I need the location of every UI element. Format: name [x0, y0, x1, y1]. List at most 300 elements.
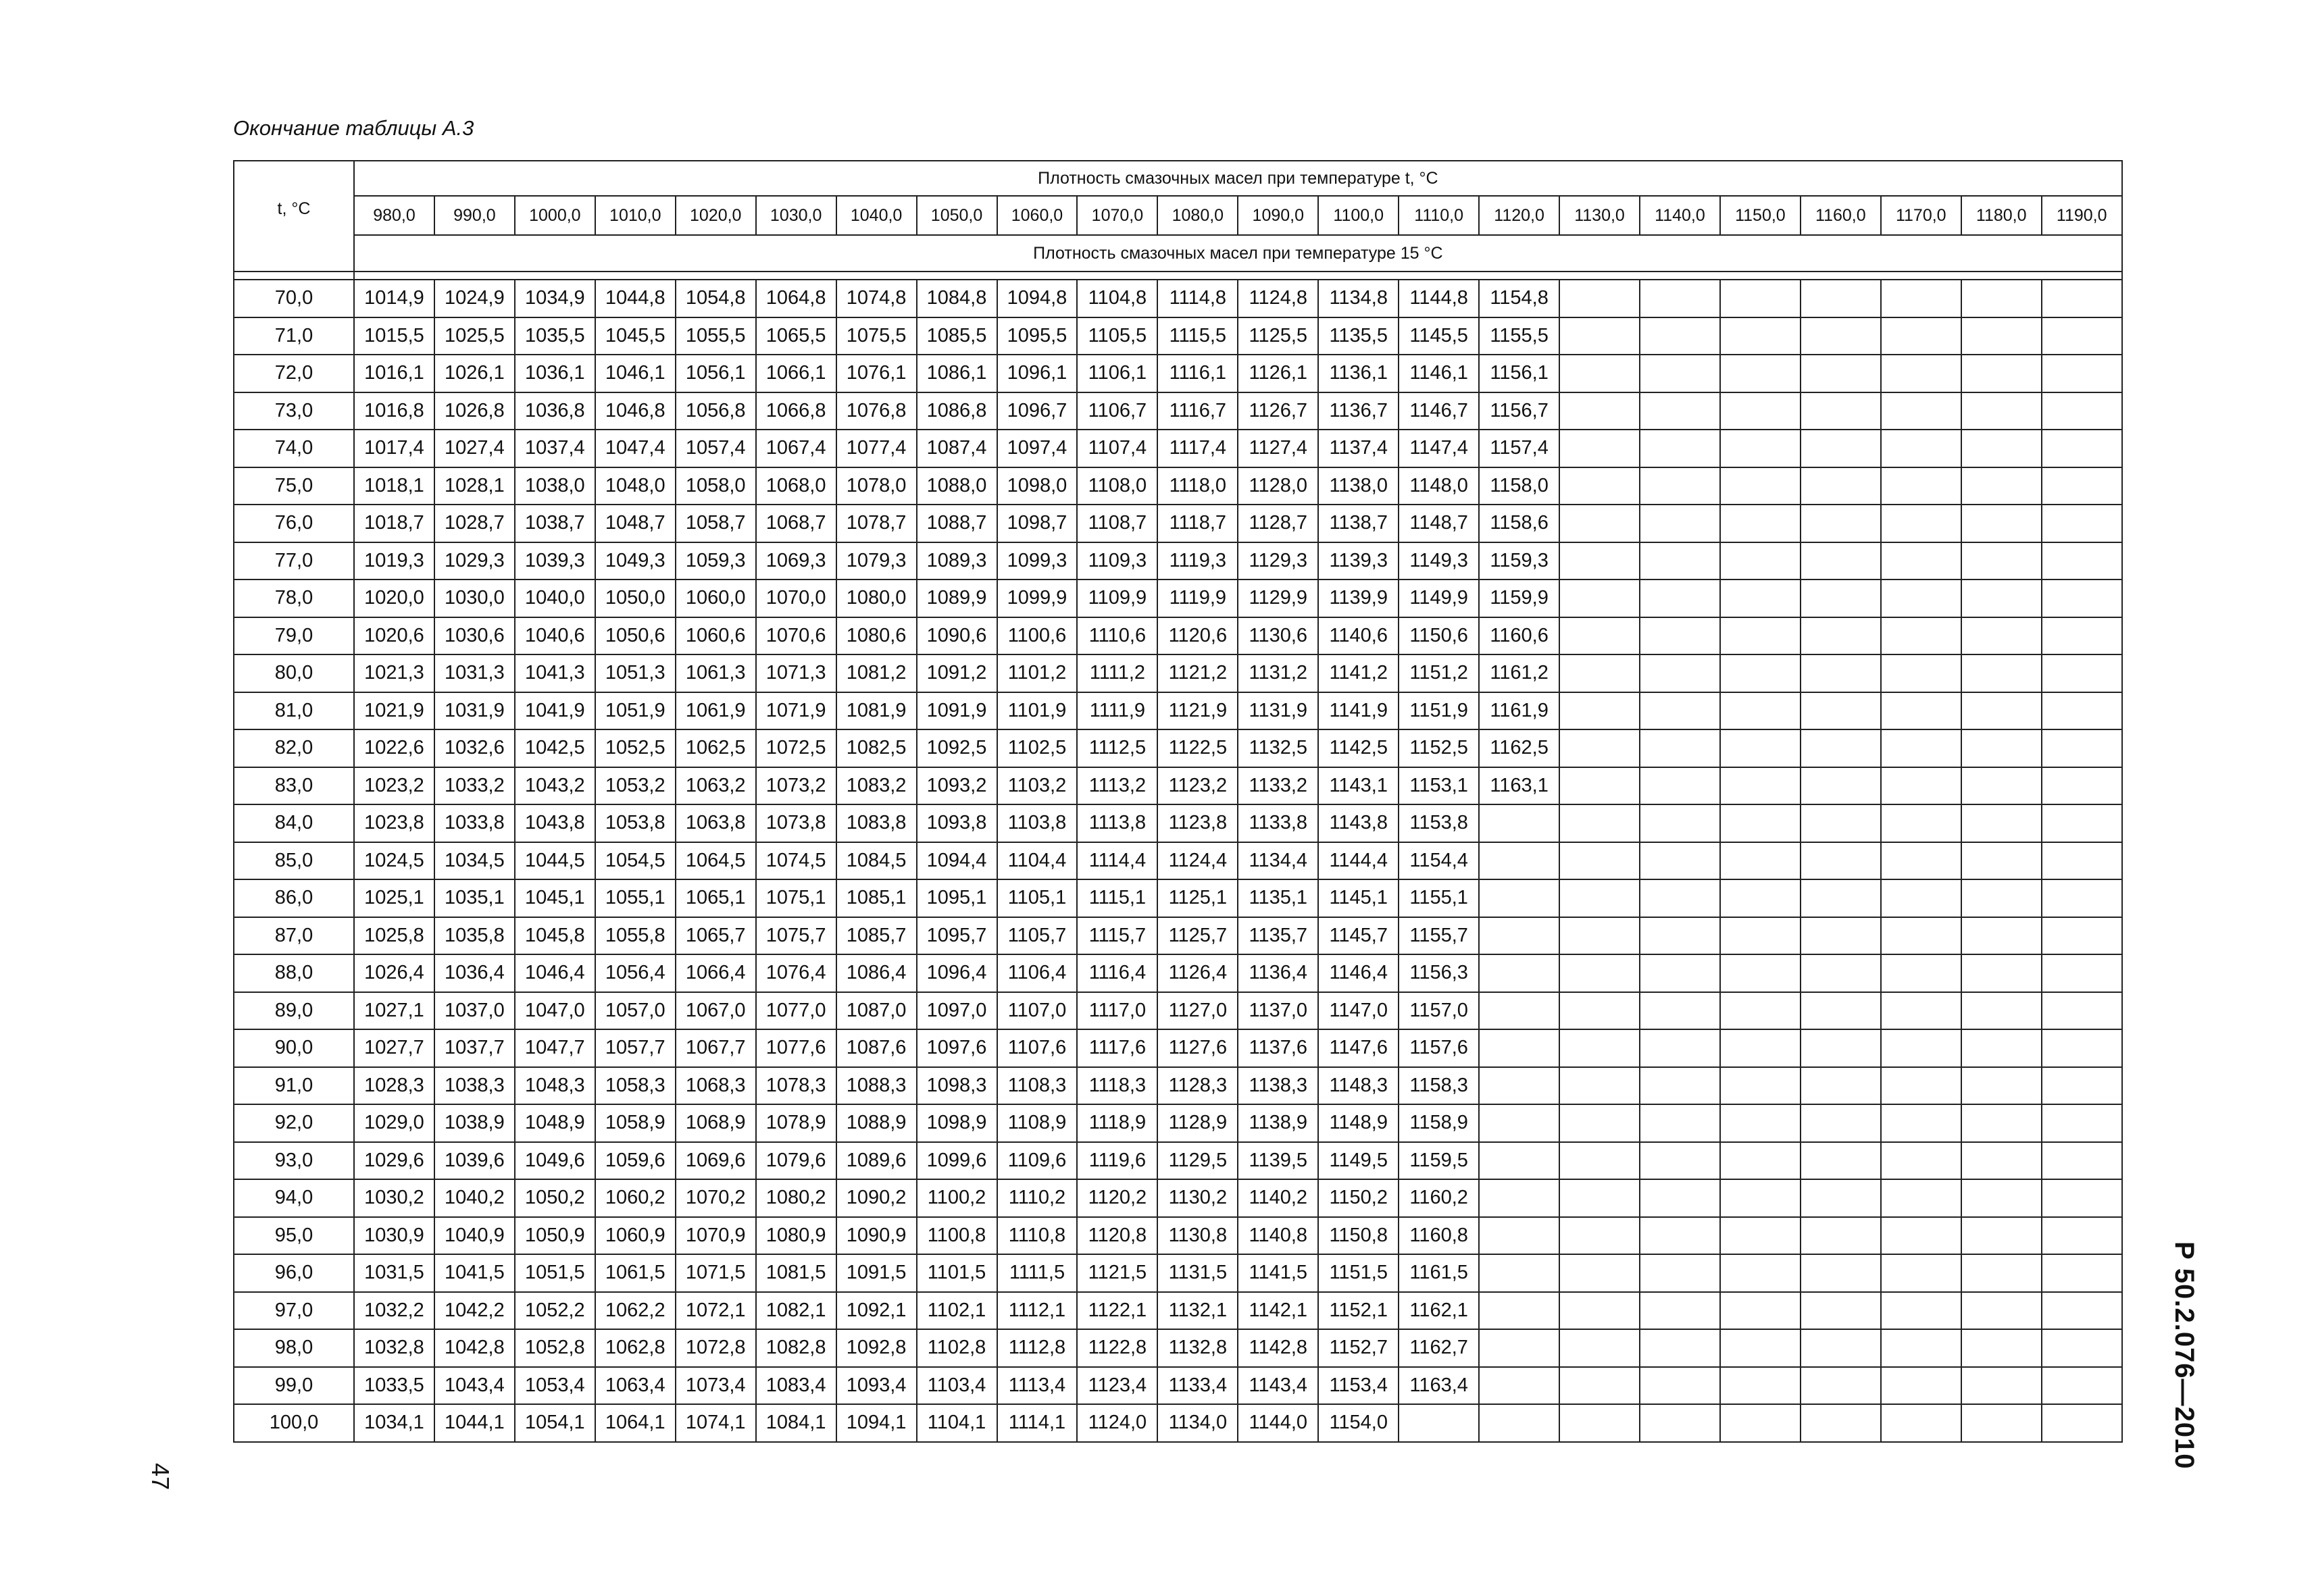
table-cell: 1064,8: [756, 280, 836, 317]
table-cell: 1125,7: [1157, 917, 1238, 955]
table-cell: [1961, 1104, 2042, 1142]
table-cell: 1147,6: [1318, 1029, 1399, 1067]
table-cell: 1049,3: [595, 542, 676, 580]
table-cell: 1157,6: [1399, 1029, 1479, 1067]
table-row: [234, 1329, 2122, 1367]
table-cell: [1720, 392, 1801, 430]
table-cell: [1559, 804, 1640, 842]
table-cell: 1152,1: [1318, 1292, 1399, 1330]
table-cell: [1801, 954, 1881, 992]
row-temperature: 96,0: [234, 1254, 354, 1292]
table-cell: 1050,2: [515, 1179, 595, 1217]
table-cell: 1089,6: [836, 1142, 917, 1180]
table-cell: 1136,7: [1318, 392, 1399, 430]
table-cell: 1140,2: [1238, 1179, 1318, 1217]
table-cell: 1133,4: [1157, 1367, 1238, 1405]
table-cell: 1037,0: [434, 992, 515, 1030]
table-cell: [1640, 1367, 1720, 1405]
row-temperature: 81,0: [234, 692, 354, 730]
density-header-cell: 1130,0: [1559, 196, 1640, 235]
table-cell: [1640, 1404, 1720, 1442]
table-cell: [1881, 917, 1961, 955]
table-cell: 1060,6: [676, 617, 756, 655]
table-cell: [1801, 1029, 1881, 1067]
table-cell: [1881, 1292, 1961, 1330]
table-cell: [1479, 842, 1559, 880]
table-cell: 1067,4: [756, 430, 836, 467]
table-cell: 1063,8: [676, 804, 756, 842]
table-cell: [2042, 1029, 2122, 1067]
table-cell: [1961, 992, 2042, 1030]
table-cell: 1119,9: [1157, 580, 1238, 617]
table-cell: [1720, 580, 1801, 617]
table-cell: [1479, 1217, 1559, 1255]
table-cell: [1479, 1367, 1559, 1405]
table-cell: 1144,8: [1399, 280, 1479, 317]
table-cell: 1151,9: [1399, 692, 1479, 730]
table-cell: [2042, 804, 2122, 842]
table-cell: 1143,1: [1318, 767, 1399, 805]
table-cell: 1086,1: [917, 355, 997, 392]
table-cell: 1141,9: [1318, 692, 1399, 730]
table-cell: [2042, 542, 2122, 580]
table-cell: [1640, 879, 1720, 917]
table-cell: 1030,0: [434, 580, 515, 617]
table-cell: [1801, 467, 1881, 505]
table-cell: 1123,4: [1077, 1367, 1157, 1405]
table-cell: 1042,2: [434, 1292, 515, 1330]
table-cell: 1030,2: [354, 1179, 434, 1217]
table-cell: 1137,4: [1318, 430, 1399, 467]
table-cell: [1720, 1179, 1801, 1217]
table-cell: 1116,4: [1077, 954, 1157, 992]
table-cell: 1050,0: [595, 580, 676, 617]
table-cell: 1108,7: [1077, 505, 1157, 542]
table-cell: 1033,5: [354, 1367, 434, 1405]
table-cell: 1142,1: [1238, 1292, 1318, 1330]
table-cell: [1640, 1142, 1720, 1180]
table-row: [234, 1104, 2122, 1142]
table-cell: 1149,5: [1318, 1142, 1399, 1180]
table-cell: [2042, 430, 2122, 467]
table-cell: 1040,9: [434, 1217, 515, 1255]
table-cell: 1096,4: [917, 954, 997, 992]
table-cell: 1091,9: [917, 692, 997, 730]
table-cell: 1059,6: [595, 1142, 676, 1180]
table-cell: [1961, 804, 2042, 842]
table-cell: 1034,5: [434, 842, 515, 880]
table-cell: [1640, 430, 1720, 467]
table-cell: 1060,2: [595, 1179, 676, 1217]
table-cell: 1162,5: [1479, 729, 1559, 767]
table-cell: [1559, 1329, 1640, 1367]
table-cell: 1156,7: [1479, 392, 1559, 430]
table-cell: 1020,0: [354, 580, 434, 617]
table-cell: [1720, 654, 1801, 692]
table-cell: [1559, 654, 1640, 692]
table-cell: [2042, 1217, 2122, 1255]
density-header-cell: 990,0: [434, 196, 515, 235]
table-cell: 1097,0: [917, 992, 997, 1030]
table-cell: 1062,5: [676, 729, 756, 767]
table-row: [234, 992, 2122, 1030]
table-cell: 1020,6: [354, 617, 434, 655]
table-cell: [1640, 842, 1720, 880]
table-cell: 1115,7: [1077, 917, 1157, 955]
table-cell: 1115,5: [1157, 317, 1238, 355]
table-cell: [1881, 1404, 1961, 1442]
table-cell: [2042, 580, 2122, 617]
table-cell: 1159,5: [1399, 1142, 1479, 1180]
table-cell: [1801, 917, 1881, 955]
table-cell: 1158,3: [1399, 1067, 1479, 1105]
table-cell: 1028,7: [434, 505, 515, 542]
table-cell: [1881, 430, 1961, 467]
table-cell: [1881, 767, 1961, 805]
table-cell: 1081,9: [836, 692, 917, 730]
table-cell: 1025,5: [434, 317, 515, 355]
table-cell: [1801, 992, 1881, 1030]
table-cell: 1053,2: [595, 767, 676, 805]
table-cell: 1056,8: [676, 392, 756, 430]
density-header-cell: 1040,0: [836, 196, 917, 235]
table-cell: 1077,6: [756, 1029, 836, 1067]
density-header-cell: 1180,0: [1961, 196, 2042, 235]
table-cell: [1640, 1179, 1720, 1217]
table-cell: 1113,2: [1077, 767, 1157, 805]
table-cell: [1961, 467, 2042, 505]
header-row-title: [234, 161, 2122, 196]
density-header-cell: 1000,0: [515, 196, 595, 235]
table-cell: 1110,6: [1077, 617, 1157, 655]
table-cell: [1881, 1329, 1961, 1367]
table-cell: 1143,8: [1318, 804, 1399, 842]
table-cell: [1881, 1367, 1961, 1405]
table-cell: [1559, 767, 1640, 805]
table-cell: [1801, 1367, 1881, 1405]
table-cell: 1039,6: [434, 1142, 515, 1180]
table-cell: 1107,0: [997, 992, 1078, 1030]
table-cell: 1093,2: [917, 767, 997, 805]
table-cell: 1077,4: [836, 430, 917, 467]
density-header-cell: 1120,0: [1479, 196, 1559, 235]
table-cell: 1035,5: [515, 317, 595, 355]
density-header-cell: 1050,0: [917, 196, 997, 235]
table-cell: 1074,8: [836, 280, 917, 317]
row-temperature: 95,0: [234, 1217, 354, 1255]
table-cell: 1109,9: [1077, 580, 1157, 617]
table-cell: 1095,7: [917, 917, 997, 955]
table-cell: 1087,6: [836, 1029, 917, 1067]
table-cell: [1881, 842, 1961, 880]
row-temperature: 80,0: [234, 654, 354, 692]
table-cell: 1130,2: [1157, 1179, 1238, 1217]
table-cell: 1038,0: [515, 467, 595, 505]
table-cell: [1559, 1067, 1640, 1105]
table-cell: [1720, 355, 1801, 392]
table-row: [234, 542, 2122, 580]
table-cell: [1801, 842, 1881, 880]
table-cell: 1036,4: [434, 954, 515, 992]
table-cell: [1559, 542, 1640, 580]
table-cell: 1057,4: [676, 430, 756, 467]
density-table: [233, 160, 2123, 1443]
table-cell: [1559, 1254, 1640, 1292]
table-cell: 1043,2: [515, 767, 595, 805]
row-temperature: 71,0: [234, 317, 354, 355]
table-cell: 1158,9: [1399, 1104, 1479, 1142]
table-cell: [1640, 542, 1720, 580]
table-cell: 1031,9: [434, 692, 515, 730]
table-cell: [1881, 879, 1961, 917]
table-row: [234, 1217, 2122, 1255]
table-cell: [2042, 992, 2122, 1030]
table-cell: 1015,5: [354, 317, 434, 355]
table-cell: 1112,1: [997, 1292, 1078, 1330]
table-cell: 1063,4: [595, 1367, 676, 1405]
table-cell: 1068,3: [676, 1067, 756, 1105]
table-cell: [1479, 1404, 1559, 1442]
table-cell: 1070,9: [676, 1217, 756, 1255]
table-cell: [1479, 1067, 1559, 1105]
density-header-cell: 1170,0: [1881, 196, 1961, 235]
table-cell: 1155,1: [1399, 879, 1479, 917]
table-cell: [1559, 879, 1640, 917]
table-cell: 1089,9: [917, 580, 997, 617]
table-cell: [1559, 917, 1640, 955]
table-cell: 1129,3: [1238, 542, 1318, 580]
table-cell: 1104,8: [1077, 280, 1157, 317]
table-cell: [1559, 1367, 1640, 1405]
table-cell: [1881, 580, 1961, 617]
table-cell: [1881, 355, 1961, 392]
table-cell: 1040,0: [515, 580, 595, 617]
table-cell: 1066,4: [676, 954, 756, 992]
table-cell: [1640, 1217, 1720, 1255]
table-cell: 1080,6: [836, 617, 917, 655]
table-cell: [1640, 767, 1720, 805]
table-cell: [1479, 1329, 1559, 1367]
table-cell: 1102,5: [997, 729, 1078, 767]
table-cell: [1801, 1104, 1881, 1142]
table-cell: [1640, 1029, 1720, 1067]
table-cell: 1043,8: [515, 804, 595, 842]
table-cell: 1030,6: [434, 617, 515, 655]
table-cell: [1720, 1329, 1801, 1367]
table-cell: [1961, 1292, 2042, 1330]
table-cell: 1082,5: [836, 729, 917, 767]
table-row: [234, 1254, 2122, 1292]
table-cell: [1720, 1292, 1801, 1330]
table-cell: 1101,2: [997, 654, 1078, 692]
table-cell: [1801, 617, 1881, 655]
table-cell: 1153,4: [1318, 1367, 1399, 1405]
table-cell: 1101,5: [917, 1254, 997, 1292]
table-cell: 1050,9: [515, 1217, 595, 1255]
table-cell: 1154,0: [1318, 1404, 1399, 1442]
table-cell: [1961, 580, 2042, 617]
table-cell: 1078,9: [756, 1104, 836, 1142]
table-cell: [1559, 1104, 1640, 1142]
table-cell: [1881, 1254, 1961, 1292]
table-cell: 1110,2: [997, 1179, 1078, 1217]
table-cell: 1139,3: [1318, 542, 1399, 580]
table-cell: 1141,2: [1318, 654, 1399, 692]
table-cell: 1078,3: [756, 1067, 836, 1105]
table-cell: 1062,2: [595, 1292, 676, 1330]
table-cell: 1016,8: [354, 392, 434, 430]
table-cell: 1163,4: [1399, 1367, 1479, 1405]
table-cell: 1091,5: [836, 1254, 917, 1292]
table-cell: 1026,8: [434, 392, 515, 430]
table-cell: [1801, 430, 1881, 467]
table-cell: 1120,6: [1157, 617, 1238, 655]
table-cell: 1026,1: [434, 355, 515, 392]
table-cell: 1134,0: [1157, 1404, 1238, 1442]
table-cell: [1479, 879, 1559, 917]
table-cell: [2042, 355, 2122, 392]
table-cell: 1108,9: [997, 1104, 1078, 1142]
table-cell: 1058,0: [676, 467, 756, 505]
document-code: Р 50.2.076—2010: [2169, 1241, 2199, 1470]
density-header-cell: 1030,0: [756, 196, 836, 235]
table-cell: 1074,5: [756, 842, 836, 880]
table-cell: [1640, 355, 1720, 392]
table-cell: [1961, 842, 2042, 880]
table-cell: 1116,7: [1157, 392, 1238, 430]
row-temperature: 88,0: [234, 954, 354, 992]
table-cell: [1720, 280, 1801, 317]
table-cell: 1117,4: [1157, 430, 1238, 467]
table-cell: 1090,9: [836, 1217, 917, 1255]
table-cell: 1092,1: [836, 1292, 917, 1330]
table-cell: 1100,2: [917, 1179, 997, 1217]
table-cell: 1149,9: [1399, 580, 1479, 617]
table-cell: 1042,8: [434, 1329, 515, 1367]
table-cell: 1118,9: [1077, 1104, 1157, 1142]
row-temperature: 76,0: [234, 505, 354, 542]
table-cell: 1024,5: [354, 842, 434, 880]
density-header-cell: 1080,0: [1157, 196, 1238, 235]
density-header-cell: 1160,0: [1801, 196, 1881, 235]
table-cell: [1640, 804, 1720, 842]
table-cell: 1064,5: [676, 842, 756, 880]
table-cell: 1078,7: [836, 505, 917, 542]
table-cell: 1054,1: [515, 1404, 595, 1442]
table-cell: 1085,7: [836, 917, 917, 955]
table-cell: [1961, 1254, 2042, 1292]
table-cell: 1065,5: [756, 317, 836, 355]
table-cell: [1961, 430, 2042, 467]
table-cell: 1158,6: [1479, 505, 1559, 542]
density-header-cell: 1060,0: [997, 196, 1078, 235]
table-cell: [1801, 1179, 1881, 1217]
table-cell: 1037,4: [515, 430, 595, 467]
table-cell: [1720, 917, 1801, 955]
table-cell: 1044,5: [515, 842, 595, 880]
table-cell: [1961, 879, 2042, 917]
table-cell: 1132,8: [1157, 1329, 1238, 1367]
table-cell: [1640, 317, 1720, 355]
table-cell: [1720, 1254, 1801, 1292]
row-temperature: 82,0: [234, 729, 354, 767]
table-cell: 1085,1: [836, 879, 917, 917]
table-cell: 1045,8: [515, 917, 595, 955]
table-cell: 1113,4: [997, 1367, 1078, 1405]
row-temperature: 70,0: [234, 280, 354, 317]
table-cell: [1479, 954, 1559, 992]
table-cell: [1881, 617, 1961, 655]
table-cell: 1098,3: [917, 1067, 997, 1105]
table-cell: 1121,5: [1077, 1254, 1157, 1292]
table-cell: 1055,8: [595, 917, 676, 955]
table-cell: 1054,8: [676, 280, 756, 317]
table-cell: [1961, 1179, 2042, 1217]
table-cell: 1084,5: [836, 842, 917, 880]
table-cell: [1559, 505, 1640, 542]
table-cell: 1074,1: [676, 1404, 756, 1442]
table-cell: 1088,3: [836, 1067, 917, 1105]
table-cell: 1132,1: [1157, 1292, 1238, 1330]
table-cell: 1138,0: [1318, 467, 1399, 505]
header-bottom-title: Плотность смазочных масел при температуре 15 °C: [354, 235, 2122, 272]
row-temperature: 83,0: [234, 767, 354, 805]
table-cell: [1801, 1292, 1881, 1330]
table-cell: 1112,5: [1077, 729, 1157, 767]
table-cell: 1119,6: [1077, 1142, 1157, 1180]
table-cell: 1072,8: [676, 1329, 756, 1367]
table-cell: 1041,9: [515, 692, 595, 730]
table-cell: [1559, 1292, 1640, 1330]
table-cell: 1106,7: [1077, 392, 1157, 430]
table-cell: 1160,8: [1399, 1217, 1479, 1255]
table-cell: 1147,0: [1318, 992, 1399, 1030]
table-cell: 1150,2: [1318, 1179, 1399, 1217]
table-cell: 1031,3: [434, 654, 515, 692]
table-cell: 1148,0: [1399, 467, 1479, 505]
table-cell: [1640, 992, 1720, 1030]
table-cell: 1083,2: [836, 767, 917, 805]
table-cell: 1027,7: [354, 1029, 434, 1067]
table-cell: 1114,1: [997, 1404, 1078, 1442]
table-cell: [1640, 1329, 1720, 1367]
table-cell: 1154,8: [1479, 280, 1559, 317]
table-cell: [1961, 1217, 2042, 1255]
table-cell: [1640, 467, 1720, 505]
table-cell: 1135,5: [1318, 317, 1399, 355]
table-cell: [1479, 1142, 1559, 1180]
table-cell: 1086,4: [836, 954, 917, 992]
table-cell: 1145,5: [1399, 317, 1479, 355]
table-row: [234, 280, 2122, 317]
table-cell: [1881, 992, 1961, 1030]
density-header-cell: 1150,0: [1720, 196, 1801, 235]
table-cell: 1068,0: [756, 467, 836, 505]
table-cell: [1479, 1254, 1559, 1292]
table-row: [234, 804, 2122, 842]
table-cell: 1034,1: [354, 1404, 434, 1442]
table-cell: 1106,4: [997, 954, 1078, 992]
table-cell: 1027,1: [354, 992, 434, 1030]
row-temperature: 77,0: [234, 542, 354, 580]
density-header-cell: 1190,0: [2042, 196, 2122, 235]
table-cell: 1072,1: [676, 1292, 756, 1330]
table-cell: [1640, 917, 1720, 955]
table-cell: 1080,9: [756, 1217, 836, 1255]
table-cell: 1159,9: [1479, 580, 1559, 617]
table-cell: 1029,3: [434, 542, 515, 580]
table-cell: 1149,3: [1399, 542, 1479, 580]
